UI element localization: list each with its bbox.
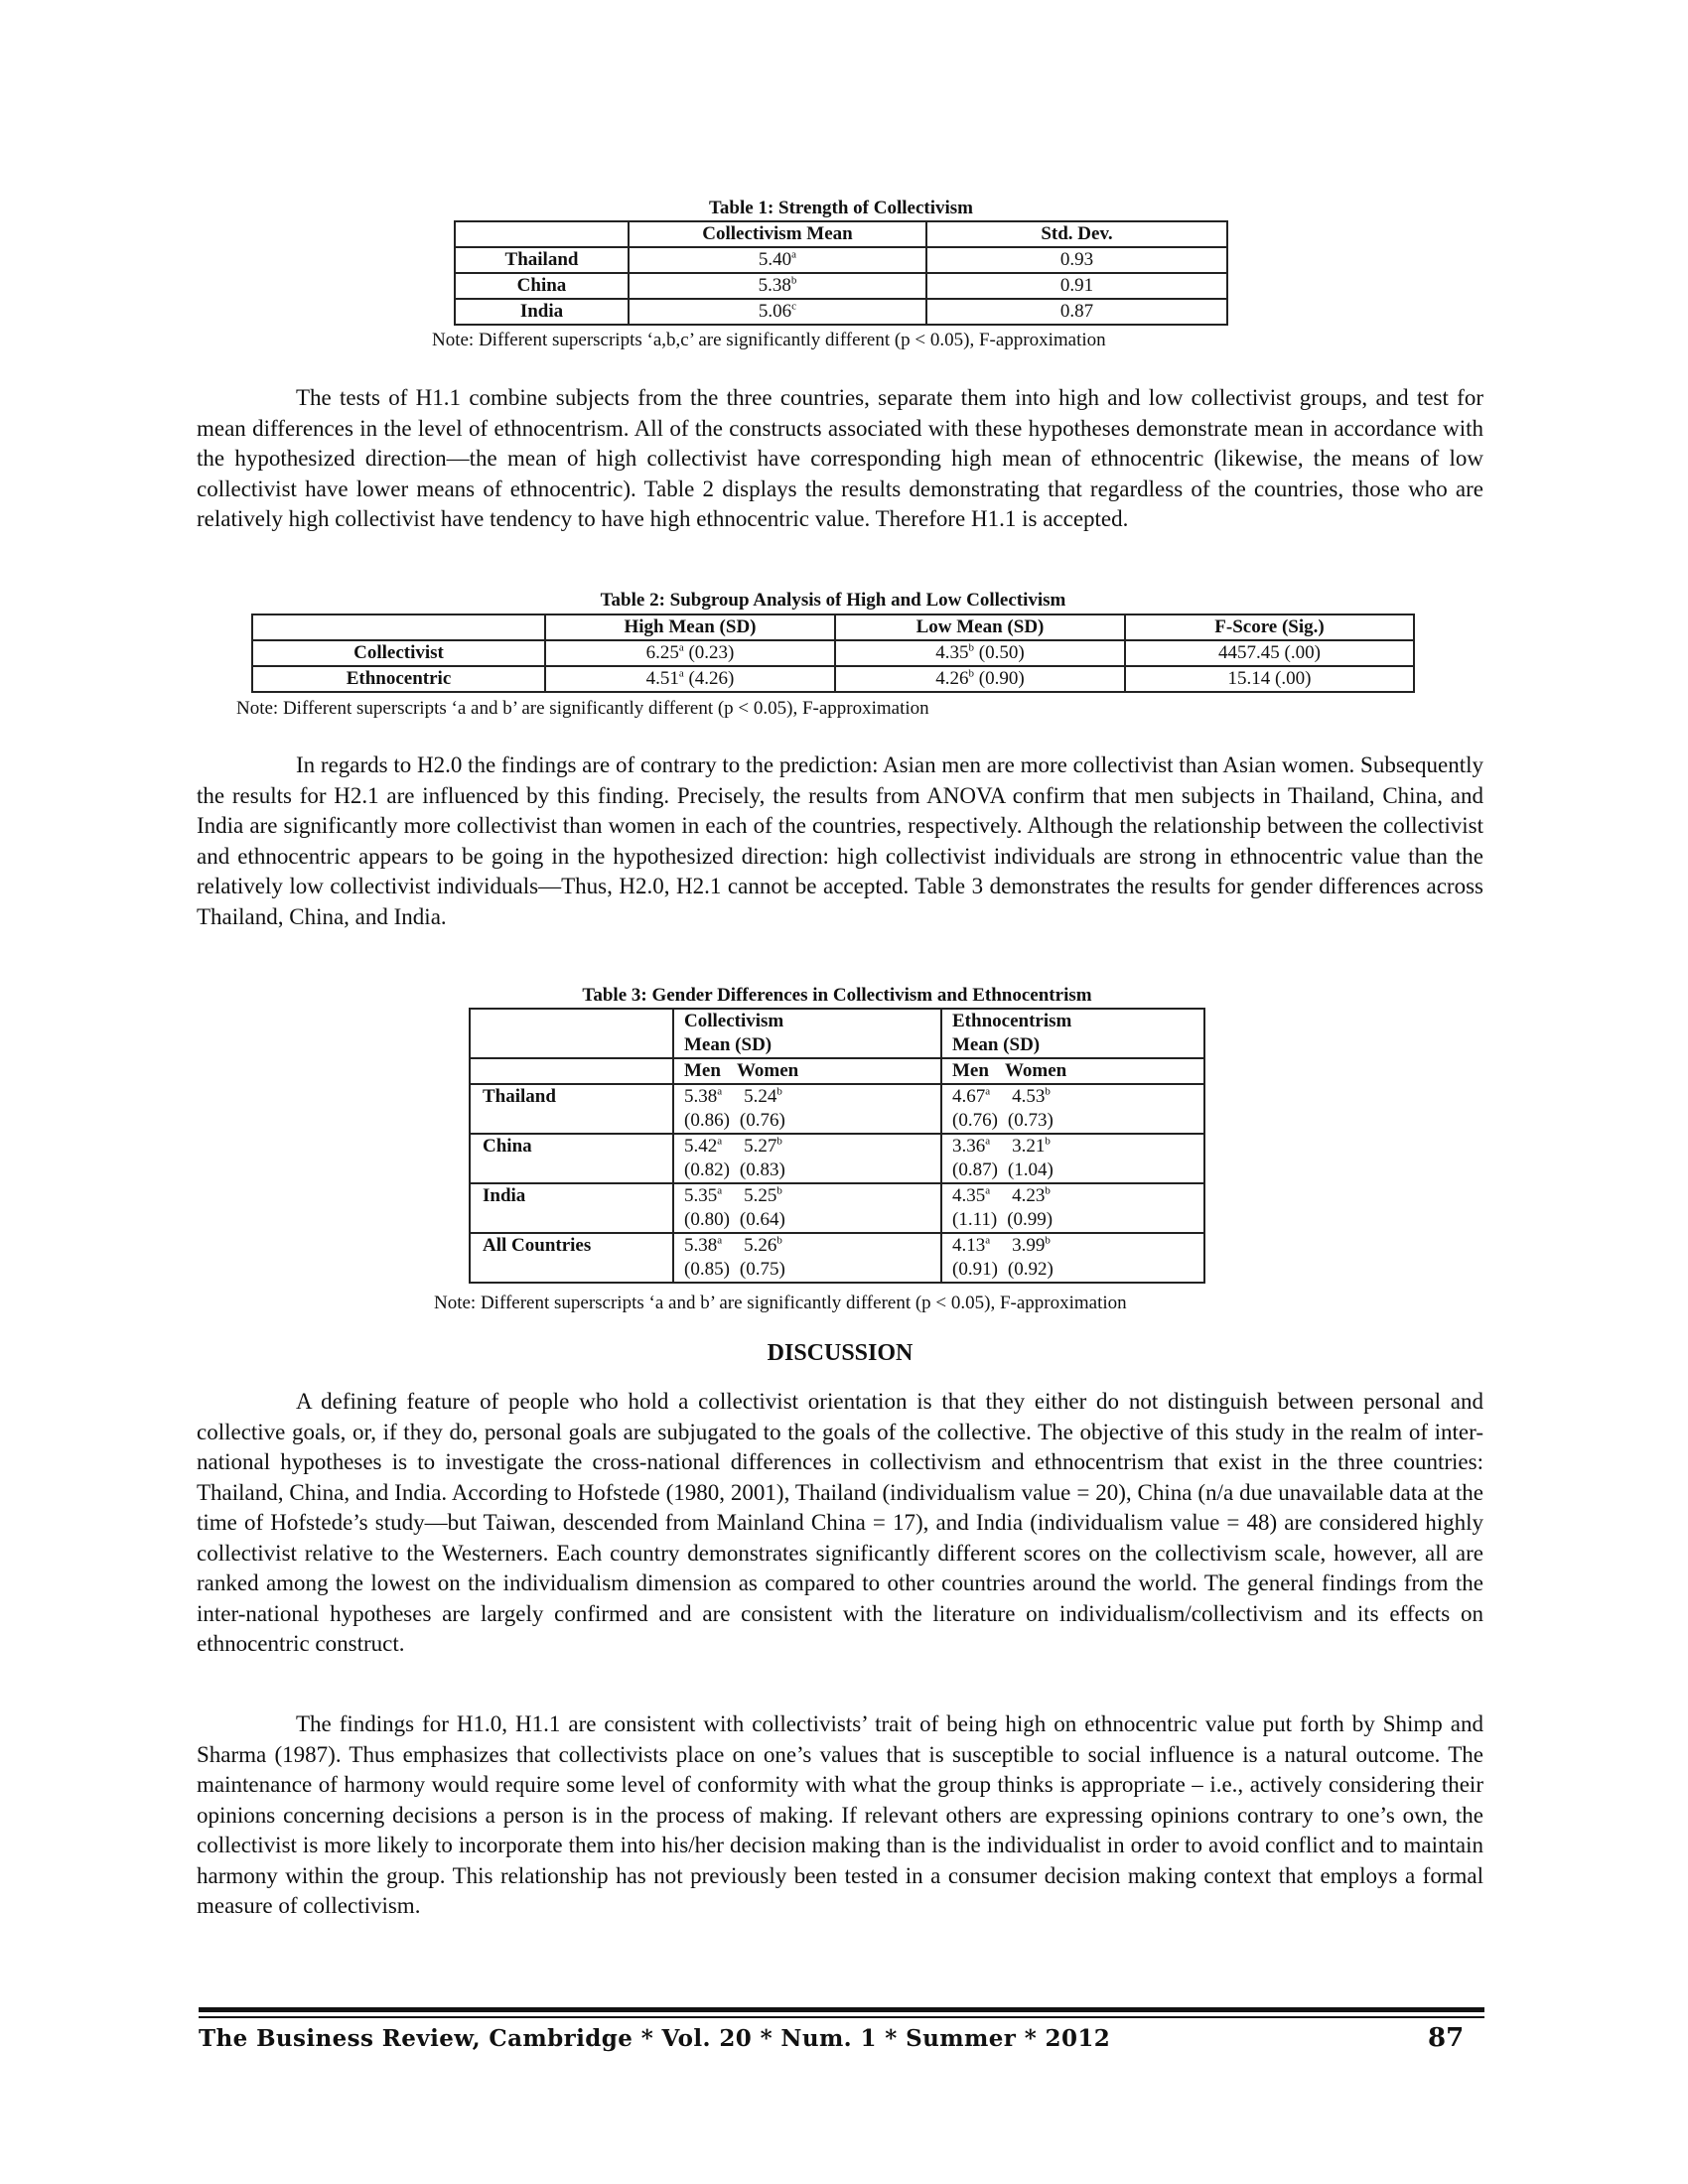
table-header-cell [470,1009,673,1058]
table-header-cell [673,1009,941,1058]
body-paragraph: The tests of H1.1 combine subjects from the three countries, separate them into high and low collectivist groups, and test for mean differences in the level of ethnocentrism. All of the constructs associated with these hypotheses demonstrate mean in accordance with the hypothesized direction—the mean of high collectivist have corresponding high mean of ethnocentric (likewise, the means of low collectivist have lower means of ethnocentric). Table 2 displays the results demonstrating that regardless of the countries, those who are relatively high collectivist have tendency to have high ethnocentric value. Therefore H1.1 is accepted. [197,385,1483,531]
table-header-cell: Std. Dev. [926,221,1227,247]
table-header-cell: High Mean (SD) [545,614,835,640]
collectivism-cell: 5.35$^a$ 5.25$^b$ (0.80) (0.64) [673,1183,941,1233]
table-header-row [470,1009,1204,1058]
country-cell: India [455,299,629,325]
footer-rule-thin [199,2016,1484,2018]
column-header: Collectivism [684,1011,784,1031]
table1-caption: Table 1: Strength of Collectivism [709,198,973,218]
table-row [455,247,1227,273]
mean-cell: 5.40$^a$ [629,247,926,273]
low-mean-cell: 4.26$^b$ (0.90) [835,666,1125,692]
table-header-cell [941,1009,1204,1058]
table-header-cell [252,614,545,640]
table-header-cell: Low Mean (SD) [835,614,1125,640]
ethnocentrism-cell: 3.36$^a$ 3.21$^b$ (0.87) (1.04) [941,1134,1204,1183]
table-header-cell: F-Score (Sig.) [1125,614,1414,640]
table2 [251,614,1415,693]
country-cell: China [455,273,629,299]
country-cell: Thailand [455,247,629,273]
mean-cell: 5.06$^c$ [629,299,926,325]
table-header-cell [470,1058,673,1084]
footer-rule-thick [199,2007,1484,2012]
ethnocentrism-cell: 4.67$^a$ 4.53$^b$ (0.76) (0.73) [941,1084,1204,1134]
table-header-cell [455,221,629,247]
high-mean-cell: 6.25$^a$ (0.23) [545,640,835,666]
collectivism-cell: 5.38$^a$ 5.26$^b$ (0.85) (0.75) [673,1233,941,1283]
sd-cell: 0.93 [926,247,1227,273]
table-header-cell: Men Women [941,1058,1204,1084]
collectivism-cell: 5.42$^a$ 5.27$^b$ (0.82) (0.83) [673,1134,941,1183]
table-row [455,299,1227,325]
country-cell: China [470,1134,673,1183]
footer-journal: The Business Review, Cambridge * Vol. 20 * Num. 1 * Summer * 2012 [199,2025,1111,2052]
table-header-row [470,1058,1204,1084]
table3-caption: Table 3: Gender Differences in Collectivism and Ethnocentrism [582,985,1092,1006]
table2-note: Note: Different superscripts ‘a and b’ are significantly different (p < 0.05), F-approximation [236,698,929,719]
ethnocentrism-cell: 4.13$^a$ 3.99$^b$ (0.91) (0.92) [941,1233,1204,1283]
mean-cell: 5.38$^b$ [629,273,926,299]
country-cell: Thailand [470,1084,673,1134]
body-paragraph: A defining feature of people who hold a collectivist orientation is that they either do not distinguish between personal and collective goals, or, if they do, personal goals are subjugated to the goals of the collective. The objective of this study in the realm of inter-national hypotheses is to investigate the cross-national differences in collectivism and ethnocentrism that exist in the three countries: Thailand, China, and India. According to Hofstede (1980, 2001), Thailand (individualism value = 20), China (n/a due unavailable data at the time of Hofstede’s study—but Taiwan, descended from Mainland China = 17), and India (individualism value = 48) are considered highly collectivist relative to the Westerners. Each country demonstrates significantly different scores on the collectivism scale, however, all are ranked among the lowest on the individualism dimension as compared to other countries around the world. The general findings from the inter-national hypotheses are largely confirmed and are consistent with the literature on individualism/collectivism and its effects on ethnocentric construct. [197,1389,1483,1656]
body-paragraph: The findings for H1.0, H1.1 are consistent with collectivists’ trait of being high on ethnocentric value put forth by Shimp and Sharma (1987). Thus emphasizes that collectivists place on one’s values that is susceptible to social influence is a natural outcome. The maintenance of harmony would require some level of conformity with what the group thinks is appropriate – i.e., actively considering their opinions concerning decisions a person is in the process of making. If relevant others are expressing opinions contrary to one’s own, the collectivist is more likely to incorporate them into his/her decision making than is the individualist in order to avoid conflict and to maintain harmony within the group. This relationship has not previously been tested in a consumer decision making context that employs a formal measure of collectivism. [197,1711,1483,1918]
page-number: 87 [1428,2023,1465,2053]
ethnocentrism-cell: 4.35$^a$ 4.23$^b$ (1.11) (0.99) [941,1183,1204,1233]
high-mean-cell: 4.51$^a$ (4.26) [545,666,835,692]
row-label-cell: Ethnocentric [252,666,545,692]
body-paragraph: In regards to H2.0 the findings are of contrary to the prediction: Asian men are more collectivist than Asian women. Subsequently the results for H2.1 are influenced by this finding. Precisely, the results from ANOVA confirm that men subjects in Thailand, China, and India are significantly more collectivist than women in each of the countries, respectively. Although the relationship between the collectivist and ethnocentric appears to be going in the hypothesized direction: high collectivist individuals are strong in ethnocentric value than the relatively low collectivist individuals—Thus, H2.0, H2.1 cannot be accepted. Table 3 demonstrates the results for gender differences across Thailand, China, and India. [197,752,1483,929]
column-subheader: Mean (SD) [952,1034,1041,1055]
table-header-row [455,221,1227,247]
row-label-cell: Collectivist [252,640,545,666]
sd-cell: 0.87 [926,299,1227,325]
table-row [470,1134,1204,1183]
f-score-cell: 15.14 (.00) [1125,666,1414,692]
country-cell: All Countries [470,1233,673,1283]
table3-note: Note: Different superscripts ‘a and b’ are significantly different (p < 0.05), F-approximation [434,1293,1127,1313]
f-score-cell: 4457.45 (.00) [1125,640,1414,666]
column-subheader: Mean (SD) [684,1034,773,1055]
table-header-cell: Men Women [673,1058,941,1084]
table-row [470,1233,1204,1283]
table2-caption: Table 2: Subgroup Analysis of High and Low Collectivism [600,590,1066,611]
sd-cell: 0.91 [926,273,1227,299]
table3 [469,1008,1205,1284]
low-mean-cell: 4.35$^b$ (0.50) [835,640,1125,666]
table1-note: Note: Different superscripts ‘a,b,c’ are significantly different (p < 0.05), F-approximation [432,330,1106,350]
column-header: Ethnocentrism [952,1011,1072,1031]
collectivism-cell: 5.38$^a$ 5.24$^b$ (0.86) (0.76) [673,1084,941,1134]
country-cell: India [470,1183,673,1233]
table1 [454,220,1228,326]
table-row [455,273,1227,299]
table-header-row [252,614,1414,640]
table-row [252,666,1414,692]
table-row [470,1084,1204,1134]
table-row [470,1183,1204,1233]
table-row [252,640,1414,666]
table-header-cell: Collectivism Mean [629,221,926,247]
section-heading: DISCUSSION [767,1340,914,1366]
